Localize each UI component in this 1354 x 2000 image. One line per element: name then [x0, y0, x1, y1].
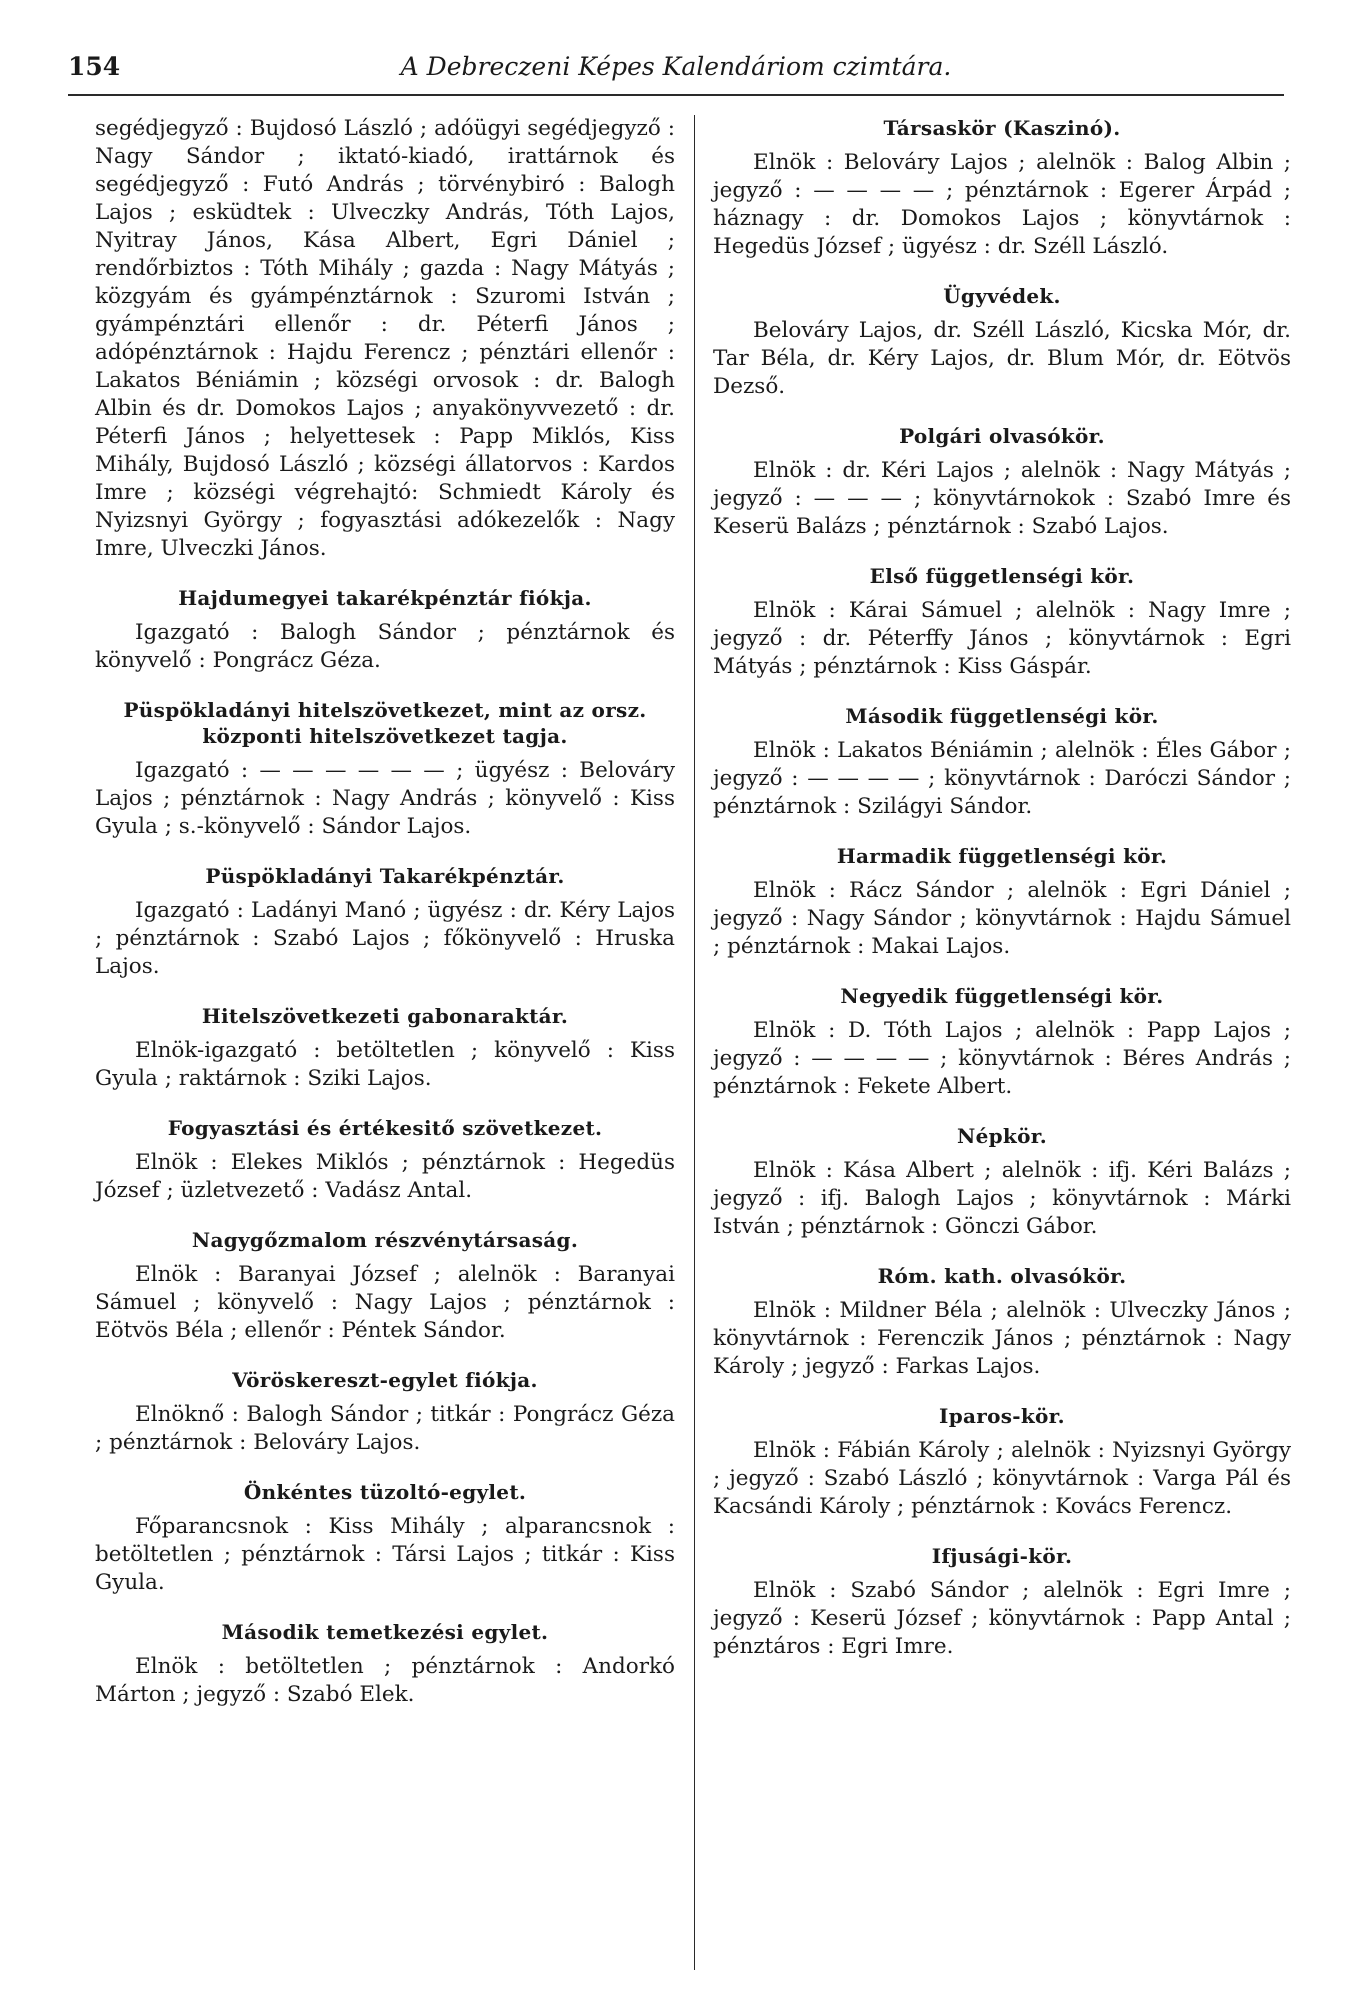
section-body: Elnök : Kása Albert ; alelnök : ifj. Kéri Balázs ; jegyző : ifj. Balogh Lajos ; könyvtárnok : Márki István ; pénztárnok : Gönczi Gábor.: [713, 1158, 1291, 1239]
section-nagygozmalom: [95, 1227, 675, 1345]
section-title: Önkéntes tüzoltó-egylet.: [243, 1480, 527, 1504]
section-temetkezesi-egylet: [95, 1619, 675, 1709]
section-body: Főparancsnok : Kiss Mihály ; alparancsnok : betöltetlen ; pénztárnok : Társi Lajos ; titkár : Kiss Gyula.: [95, 1514, 675, 1595]
section-title: Ifjusági-kör.: [931, 1544, 1073, 1568]
section-iparos-kor: [713, 1403, 1291, 1521]
section-body: Elnök : betöltetlen ; pénztárnok : Andorkó Márton ; jegyző : Szabó Elek.: [95, 1654, 675, 1707]
section-body: Elnök-igazgató : betöltetlen ; könyvelő : Kiss Gyula ; raktárnok : Sziki Lajos.: [95, 1038, 675, 1091]
right-column: [713, 115, 1291, 1683]
section-body: Elnök : Mildner Béla ; alelnök : Ulveczky János ; könyvtárnok : Ferenczik János ; pénztárnok : Nagy Károly ; jegyző : Farkas Lajos.: [713, 1298, 1291, 1379]
section-body: Elnök : D. Tóth Lajos ; alelnök : Papp Lajos ; jegyző : — — — — ; könyvtárnok : Béres András ; pénztárnok : Fekete Albert.: [713, 1018, 1291, 1099]
left-column: [95, 115, 675, 1731]
section-polgari-olvasokor: [713, 423, 1291, 541]
section-gabonaraktar: [95, 1003, 675, 1093]
section-body: Igazgató : Ladányi Manó ; ügyész : dr. Kéry Lajos ; pénztárnok : Szabó Lajos ; főkönyvelő : Hruska Lajos.: [95, 898, 675, 979]
section-title: Róm. kath. olvasókör.: [877, 1264, 1127, 1288]
intro-paragraph: segédjegyző : Bujdosó László ; adóügyi segédjegyző : Nagy Sándor ; iktató-kiadó, irattárnok és segédjegyző : Futó András ; törvénybiró : Balogh Lajos ; esküdtek : Ulveczky András, Tóth Lajos, Nyitray János, Kása Albert, Egri Dániel ; rendőrbiztos : Tóth Mihály ; gazda : Nagy Mátyás ; közgyám és gyámpénztárnok : Szuromi István ; gyámpénztári ellenőr : dr. Péterfi János ; adópénztárnok : Hajdu Ferencz ; pénztári ellenőr : Lakatos Béniámin ; községi orvosok : dr. Balogh Albin és dr. Domokos Lajos ; anyakönyvvezető : dr. Péterfi János ; helyettesek : Papp Miklós, Kiss Mihály, Bujdosó László ; községi állatorvos : Kardos Imre ; községi végrehajtó: Schmiedt Károly és Nyizsnyi György ; fogyasztási adókezelők : Nagy Imre, Ulveczki János.: [95, 116, 675, 561]
section-body: Elnöknő : Balogh Sándor ; titkár : Pongrácz Géza ; pénztárnok : Belováry Lajos.: [95, 1402, 675, 1455]
section-title: Polgári olvasókör.: [899, 424, 1105, 448]
section-body: Elnök : Rácz Sándor ; alelnök : Egri Dániel ; jegyző : Nagy Sándor ; könyvtárnok : Hajdu Sámuel ; pénztárnok : Makai Lajos.: [713, 878, 1291, 959]
section-elso-fuggetlensegi-kor: [713, 563, 1291, 681]
section-title: Első függetlenségi kör.: [869, 564, 1135, 588]
section-tarsaskor: [713, 115, 1291, 261]
section-title: Püspökladányi hitelszövetkezet, mint az orsz. központi hitelszövetkezet tagja.: [123, 698, 647, 748]
section-title: Fogyasztási és értékesitő szövetkezet.: [167, 1116, 603, 1140]
section-title: Hitelszövetkezeti gabonaraktár.: [201, 1004, 569, 1028]
section-body: Elnök : dr. Kéri Lajos ; alelnök : Nagy Mátyás ; jegyző : — — — ; könyvtárnokok : Szabó Imre és Keserü Balázs ; pénztárnok : Szabó Lajos.: [713, 458, 1291, 539]
section-puspokladanyi-hitelszovetkezet: [95, 697, 675, 841]
section-masodik-fuggetlensegi-kor: [713, 703, 1291, 821]
section-title: Ügyvédek.: [943, 284, 1061, 308]
section-negyedik-fuggetlensegi-kor: [713, 983, 1291, 1101]
section-body: Elnök : Szabó Sándor ; alelnök : Egri Imre ; jegyző : Keserü József ; könyvtárnok : Papp Antal ; pénztáros : Egri Imre.: [713, 1578, 1291, 1659]
section-hajdumegyei-takarekpenztar: [95, 585, 675, 675]
section-harmadik-fuggetlensegi-kor: [713, 843, 1291, 961]
section-body: Elnök : Lakatos Béniámin ; alelnök : Éles Gábor ; jegyző : — — — — ; könyvtárnok : Daróczi Sándor ; pénztárnok : Szilágyi Sándor.: [713, 738, 1291, 819]
running-title: A Debreczeni Képes Kalendáriom czimtára.: [400, 52, 952, 81]
section-tuzolto-egylet: [95, 1479, 675, 1597]
section-title: Második függetlenségi kör.: [845, 704, 1159, 728]
section-nepkor: [713, 1123, 1291, 1241]
section-ifjusagi-kor: [713, 1543, 1291, 1661]
page-number: 154: [68, 52, 121, 81]
section-body: Elnök : Kárai Sámuel ; alelnök : Nagy Imre ; jegyző : dr. Péterffy János ; könyvtárnok : Egri Mátyás ; pénztárnok : Kiss Gáspár.: [713, 598, 1291, 679]
section-title: Társaskör (Kaszinó).: [883, 116, 1121, 140]
column-divider: [694, 115, 695, 1970]
section-title: Második temetkezési egylet.: [221, 1620, 549, 1644]
section-ugyvedek: [713, 283, 1291, 401]
section-body: Igazgató : — — — — — — ; ügyész : Belováry Lajos ; pénztárnok : Nagy András ; könyvelő : Kiss Gyula ; s.-könyvelő : Sándor Lajos.: [95, 758, 675, 839]
section-body: Elnök : Elekes Miklós ; pénztárnok : Hegedüs József ; üzletvezető : Vadász Antal.: [95, 1150, 675, 1203]
section-title: Nagygőzmalom részvénytársaság.: [191, 1228, 579, 1252]
section-body: Igazgató : Balogh Sándor ; pénztárnok és könyvelő : Pongrácz Géza.: [95, 620, 675, 673]
section-title: Iparos-kör.: [939, 1404, 1065, 1428]
section-body: Elnök : Belováry Lajos ; alelnök : Balog Albin ; jegyző : — — — — ; pénztárnok : Egerer Árpád ; háznagy : dr. Domokos Lajos ; könyvtárnok : Hegedüs József ; ügyész : dr. Széll László.: [713, 150, 1291, 259]
section-body: Elnök : Baranyai József ; alelnök : Baranyai Sámuel ; könyvelő : Nagy Lajos ; pénztárnok : Eötvös Béla ; ellenőr : Péntek Sándor.: [95, 1262, 675, 1343]
section-title: Püspökladányi Takarékpénztár.: [205, 864, 565, 888]
section-title: Vöröskereszt-egylet fiókja.: [232, 1368, 538, 1392]
section-title: Harmadik függetlenségi kör.: [836, 844, 1168, 868]
section-body: Elnök : Fábián Károly ; alelnök : Nyizsnyi György ; jegyző : Szabó László ; könyvtárnok : Varga Pál és Kacsándi Károly ; pénztárnok : Kovács Ferencz.: [713, 1438, 1291, 1519]
section-voroskereszt: [95, 1367, 675, 1457]
section-fogyasztasi-szovetkezet: [95, 1115, 675, 1205]
section-rom-kath-olvasokor: [713, 1263, 1291, 1381]
page-header: [68, 52, 1284, 96]
section-puspokladanyi-takarekpenztar: [95, 863, 675, 981]
section-title: Hajdumegyei takarékpénztár fiókja.: [178, 586, 592, 610]
section-title: Negyedik függetlenségi kör.: [840, 984, 1164, 1008]
section-body: Belováry Lajos, dr. Széll László, Kicska Mór, dr. Tar Béla, dr. Kéry Lajos, dr. Blum Mór, dr. Eötvös Dezső.: [713, 318, 1291, 399]
section-title: Népkör.: [957, 1124, 1047, 1148]
